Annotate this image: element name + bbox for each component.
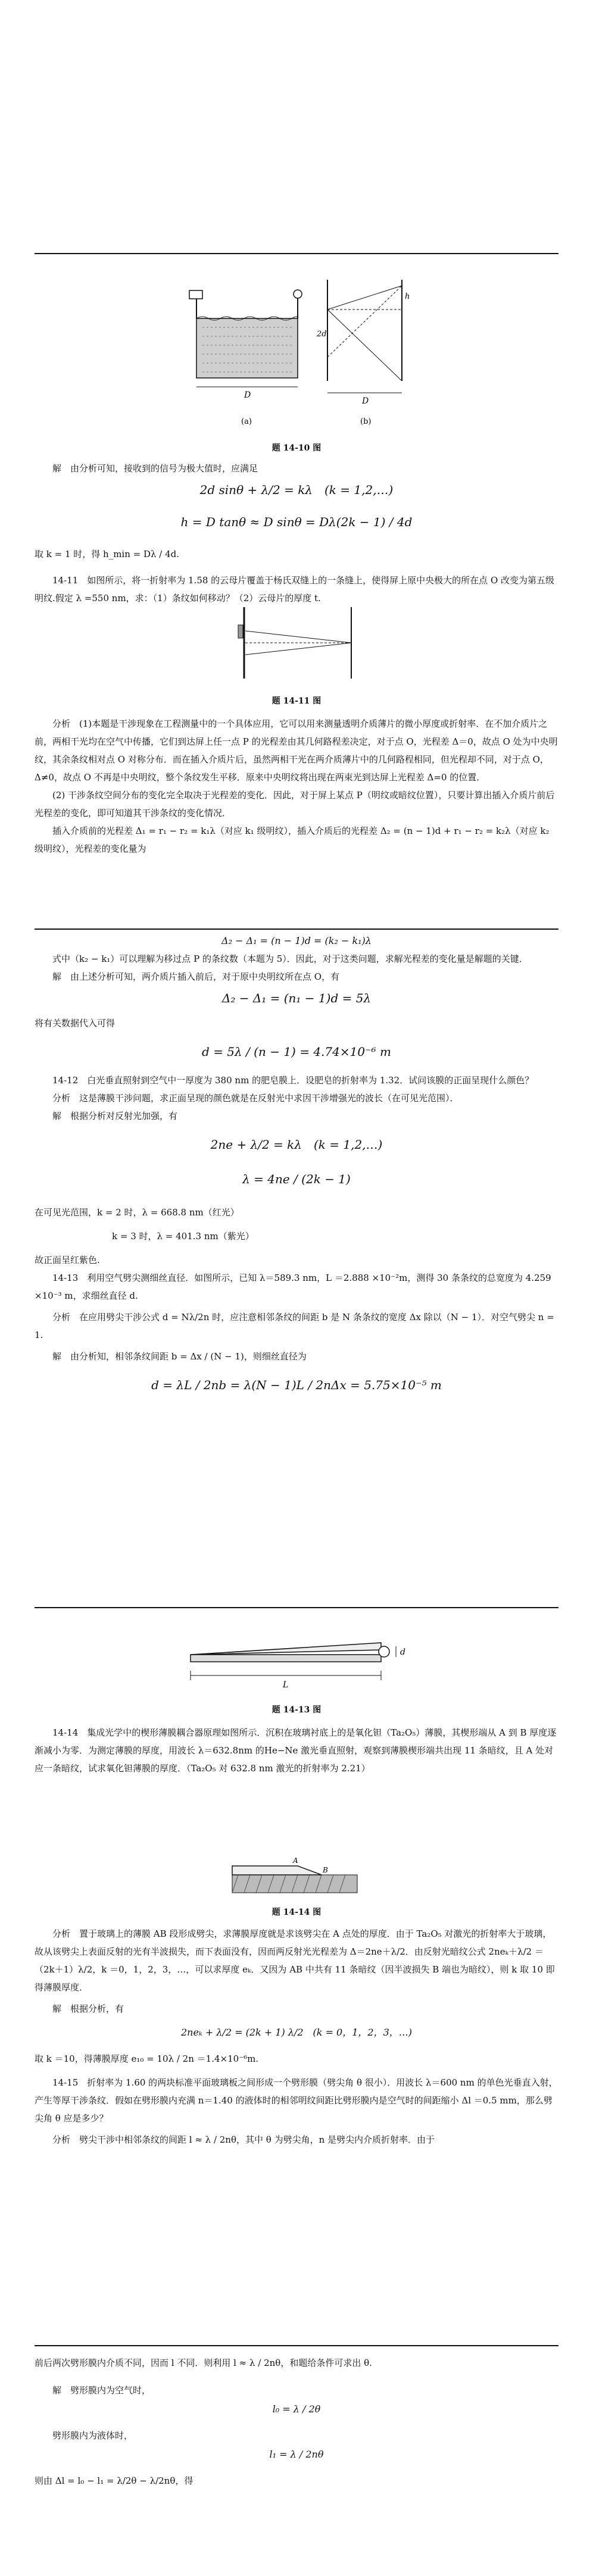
equation-14-11-delta: Δ₂ − Δ₁ = (n − 1)d = (k₂ − k₁)λ	[221, 935, 372, 946]
figure-a-label: (a)	[241, 417, 252, 426]
page-rule-2	[35, 929, 558, 930]
analysis-14-11-3: 插入介质前的光程差 Δ₁ = r₁ − r₂ = k₁λ（对应 k₁ 级明纹），插入介质后的光程差 Δ₂ = (n − 1)d + r₁ − r₂ = k₂λ（对应 k₂ 级明纹），光程差的变化量为	[35, 826, 550, 854]
problem-14-13: 14-13 利用空气劈尖测细丝直径．如图所示，已知 λ＝589.3 nm，L ＝2.888 ×10⁻²m，测得 30 条条纹的总宽度为 4.259 ×10⁻³ m，求细丝直径 d.	[35, 1273, 551, 1301]
figure-14-13	[179, 1628, 417, 1693]
analysis-14-13: 分析 在应用劈尖干涉公式 d = Nλ/2n 时，应注意相邻条纹的间距 b 是 N 条条纹的宽度 Δx 除以（N − 1）．对空气劈尖 n = 1.	[35, 1312, 554, 1340]
result-14-10: 取 k = 1 时，得 h_min = Dλ / 4d.	[35, 549, 180, 559]
problem-14-15: 14-15 折射率为 1.60 的两块标准平面玻璃板之间形成一个劈形膜（劈尖角 θ 很小）．用波长 λ＝600 nm 的单色光垂直入射，产生等厚干涉条纹．假如在劈形膜内充满 n＝1.40 的液体时的相邻明纹间距比劈形膜内是空气时的间距缩小 Δl ＝0.5 mm，那么劈尖角 θ 应是多少？	[35, 2077, 558, 2124]
equation-14-15-1: l₀ = λ / 2θ	[272, 2403, 321, 2415]
figure-caption-14-11: 题 14-11 图	[271, 696, 322, 706]
equation-14-10-1: 2d sinθ + λ/2 = kλ (k = 1,2,…)	[199, 483, 394, 497]
figure-14-14-A-label: A	[293, 1856, 298, 1865]
figure-caption-14-10: 题 14-10 图	[271, 443, 322, 453]
page4-text	[35, 2354, 558, 2490]
result-14-12-2: k = 3 时，λ = 401.3 nm（紫光）	[112, 1231, 254, 1242]
figure-b-label: (b)	[360, 417, 372, 426]
analysis-14-14: 分析 置于玻璃上的薄膜 AB 段形成劈尖，求薄膜厚度就是求该劈尖在 A 点处的厚度．由于 Ta₂O₅ 对激光的折射率大于玻璃，故从该劈尖上表面反射的光有半波损失，而下表面没有，因而两反射光光程差为 Δ＝2ne＋λ/2．由反射光暗纹公式 2neₖ＋λ/2 ＝（2k＋1）λ/2，k ＝0，1，2，3，…，可以求厚度 eₖ．又因为 AB 中共有 11 条暗纹（因半波损失 B 端也为暗纹），则 k 取 10 即得薄膜厚度．	[35, 1928, 555, 1993]
solution-14-11-intro: 解 由上述分析可知，两介质片插入前后，对于原中央明纹所在点 O，有	[52, 971, 340, 982]
figure-caption-14-14: 题 14-14 图	[271, 1908, 322, 1917]
equation-14-10-2: h = D tanθ ≈ D sinθ = Dλ(2k − 1) / 4d	[180, 515, 413, 529]
figure-caption-14-13: 题 14-13 图	[271, 1705, 322, 1715]
analysis-14-15-cont: 前后两次劈形膜内介质不同，因而 l 不同．则利用 l ≈ λ / 2nθ，和题给条件可求出 θ.	[35, 2358, 372, 2368]
figure-14-11	[226, 601, 369, 684]
equation-14-12-2: λ = 4ne / (2k − 1)	[242, 1172, 351, 1186]
figure-14-13-L-label: L	[283, 1680, 289, 1690]
figure-14-14-B-label: B	[323, 1866, 328, 1874]
result-14-12-3: 故正面呈红紫色.	[35, 1255, 100, 1265]
analysis-14-11-4: 式中（k₂ − k₁）可以理解为移过点 P 的条纹数（本题为 5）．因此，对于这类问题，求解光程差的变化量是解题的关键．	[52, 954, 528, 964]
result-14-12-1: 在可见光范围，k = 2 时，λ = 668.8 nm（红光）	[35, 1207, 239, 1218]
figure-14-13-d-label: d	[400, 1647, 405, 1657]
equation-14-11-1: Δ₂ − Δ₁ = (n₁ − 1)d = 5λ	[221, 991, 372, 1005]
solution-14-11-substitute: 将有关数据代入可得	[35, 1018, 116, 1028]
solution-14-15-delta: 则由 Δl = l₀ − l₁ = λ/2θ − λ/2nθ，得	[35, 2475, 193, 2486]
problem-14-14: 14-14 集成光学中的楔形薄膜耦合器原理如图所示．沉积在玻璃衬底上的是氧化钽（Ta₂O₅）薄膜，其楔形端从 A 到 B 厚度逐渐减小为零．为测定薄膜的厚度，用波长 λ＝632.8nm 的He−Ne 激光垂直照射，观察到薄膜楔形端共出现 11 条暗纹，且 A 处对应一条暗纹，试求氧化钽薄膜的厚度．（Ta₂O₅ 对 632.8 nm 激光的折射率为 2.21）	[35, 1727, 557, 1774]
equation-14-13: d = λL / 2nb = λ(N − 1)L / 2nΔx = 5.75×10⁻⁵ m	[151, 1378, 442, 1392]
analysis-14-15: 分析 劈尖干涉中相邻条纹的间距 l ≈ λ / 2nθ，其中 θ 为劈尖角，n 是劈尖内介质折射率．由于	[52, 2134, 435, 2145]
solution-14-12-intro: 解 根据分析对反射光加强，有	[52, 1111, 178, 1121]
page1-text-a	[35, 440, 558, 607]
solution-14-15-liquid: 劈形膜内为液体时，	[52, 2430, 133, 2441]
result-14-14: 取 k ＝10，得薄膜厚度 e₁₀ = 10λ / 2n ＝1.4×10⁻⁶m.	[35, 2053, 259, 2064]
analysis-14-11-2: (2) 干涉条纹空间分布的变化完全取决于光程差的变化．因此，对于屏上某点 P（明纹或暗纹位置），只要计算出插入介质片前后光程差的变化，即可知道其干涉条纹的变化情况．	[35, 790, 555, 818]
figure-14-10	[179, 262, 417, 434]
equation-14-14: 2neₖ + λ/2 = (2k + 1) λ/2 (k = 0，1，2，3，…)	[180, 2027, 413, 2038]
figure-b-h-label: h	[405, 292, 410, 301]
solution-14-13-intro: 解 由分析知，相邻条纹间距 b = Δx / (N − 1)，则细丝直径为	[52, 1351, 307, 1362]
solution-14-14-intro: 解 根据分析，有	[52, 2003, 124, 2014]
analysis-14-11-1: 分析 (1)本题是干涉现象在工程测量中的一个具体应用，它可以用来测量透明介质薄片的微小厚度或折射率．在不加介质片之前，两相干光均在空气中传播，它们到达屏上任一点 P 的光程差由其几何路程差决定，对于点 O，光程差 Δ＝0，故点 O 处为中央明纹，其余条纹相对点 O 对称分布．而在插入介质片后，虽然两相干光在两介质薄片中的几何路程相同，但光程却不同，对于点 O，Δ≠0，故点 O 不再是中央明纹，整个条纹发生平移．原来中央明纹将出现在两束光到达屏上光程差 Δ=0 的位置．	[35, 718, 558, 783]
figure-b-2d-label: 2d	[317, 330, 327, 339]
figure-b-D-label: D	[362, 396, 369, 406]
figure-b	[316, 280, 410, 426]
figure-a-D-label: D	[244, 390, 251, 400]
solution-14-15-intro: 解 劈形膜内为空气时，	[52, 2385, 151, 2396]
page2-text	[35, 932, 558, 1395]
analysis-14-12: 分析 这是薄膜干涉问题，求正面呈现的颜色就是在反射光中求因干涉增强光的波长（在可见光范围）．	[52, 1093, 459, 1103]
page1-text-b	[35, 693, 558, 858]
page-rule-1	[35, 253, 558, 254]
equation-14-12-1: 2ne + λ/2 = kλ (k = 1,2,…)	[210, 1137, 383, 1152]
page3-text-b	[35, 1905, 558, 2149]
problem-14-12: 14-12 白光垂直照射到空气中一厚度为 380 nm 的肥皂膜上．设肥皂的折射率为 1.32．试问该膜的正面呈现什么颜色？	[52, 1075, 534, 1086]
problem-14-11: 14-11 如图所示，将一折射率为 1.58 的云母片覆盖于杨氏双缝上的一条缝上，使得屏上原中央极大的所在点 O 改变为第五级明纹.假定 λ =550 nm，求：（1）条纹如何移动？（2）云母片的厚度 t.	[35, 575, 555, 604]
equation-14-15-2: l₁ = λ / 2nθ	[269, 2449, 324, 2460]
figure-14-14	[226, 1851, 363, 1899]
figure-a	[189, 290, 302, 426]
equation-14-11-2: d = 5λ / (n − 1) = 4.74×10⁻⁶ m	[202, 1045, 391, 1059]
page-rule-4	[35, 2345, 558, 2346]
page-rule-3	[35, 1607, 558, 1608]
page3-text-a	[35, 1702, 558, 1777]
solution-14-10-intro: 解 由分析可知，接收到的信号为极大值时，应满足	[52, 463, 258, 474]
